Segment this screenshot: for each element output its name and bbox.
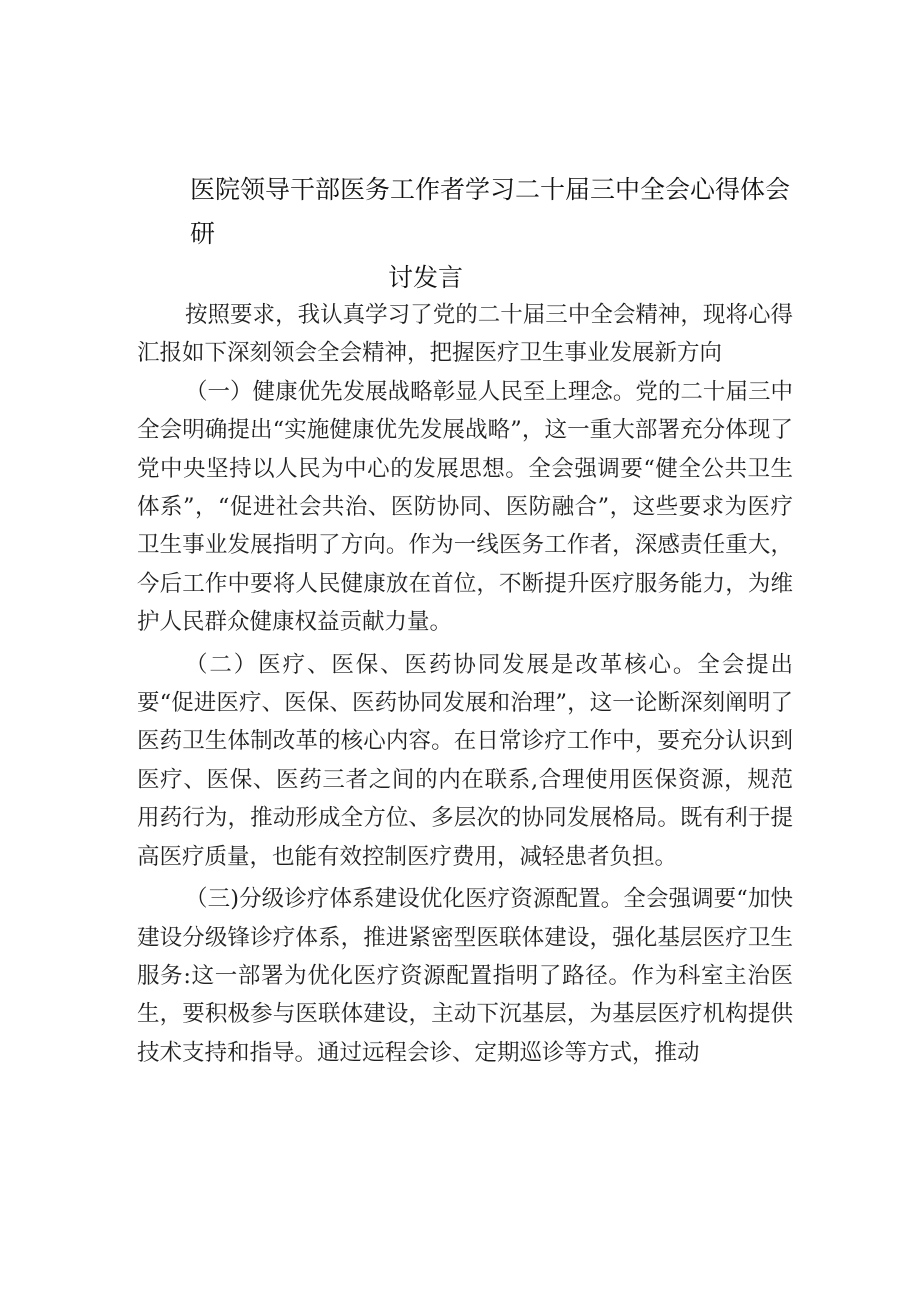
document-body — [137, 296, 793, 1072]
title-line-2: 讨发言 — [388, 263, 464, 292]
paragraph-section-2: （二）医疗、医保、医药协同发展是改革核心。全会提出要“促进医疗、医保、医药协同发展和治理”，这一论断深刻阐明了医药卫生体制改革的核心内容。在日常诊疗工作中，要充分认识到医疗、医保、医药三者之间的内在联系,合理使用医保资源，规范用药行为，推动形成全方位、多层次的协同发展格局。既有利于提高医疗质量，也能有效控制医疗费用，减轻患者负担。 — [137, 651, 793, 870]
paragraph-intro: 按照要求，我认真学习了党的二十届三中全会精神，现将心得汇报如下深刻领会全会精神，把握医疗卫生事业发展新方向 — [137, 302, 793, 367]
document-title — [190, 168, 790, 300]
paragraph-section-1: （一）健康优先发展战略彰显人民至上理念。党的二十届三中全会明确提出“实施健康优先发展战略”，这一重大部署充分体现了党中央坚持以人民为中心的发展思想。全会强调要“健全公共卫生体系”，“促进社会共治、医防协同、医防融合”，这些要求为医疗卫生事业发展指明了方向。作为一线医务工作者，深感责任重大，今后工作中要将人民健康放在首位，不断提升医疗服务能力，为维护人民群众健康权益贡献力量。 — [137, 378, 793, 636]
paragraph-section-3: （三)分级诊疗体系建设优化医疗资源配置。全会强调要“加快建设分级锋诊疗体系，推进紧密型医联体建设，强化基层医疗卫生服务:这一部署为优化医疗资源配置指明了路径。作为科室主治医生，要积极参与医联体建设，主动下沉基层，为基层医疗机构提供技术支持和指导。通过远程会诊、定期巡诊等方式，推动 — [137, 886, 793, 1066]
title-line-1: 医院领导干部医务工作者学习二十届三中全会心得体会研 — [190, 175, 791, 248]
